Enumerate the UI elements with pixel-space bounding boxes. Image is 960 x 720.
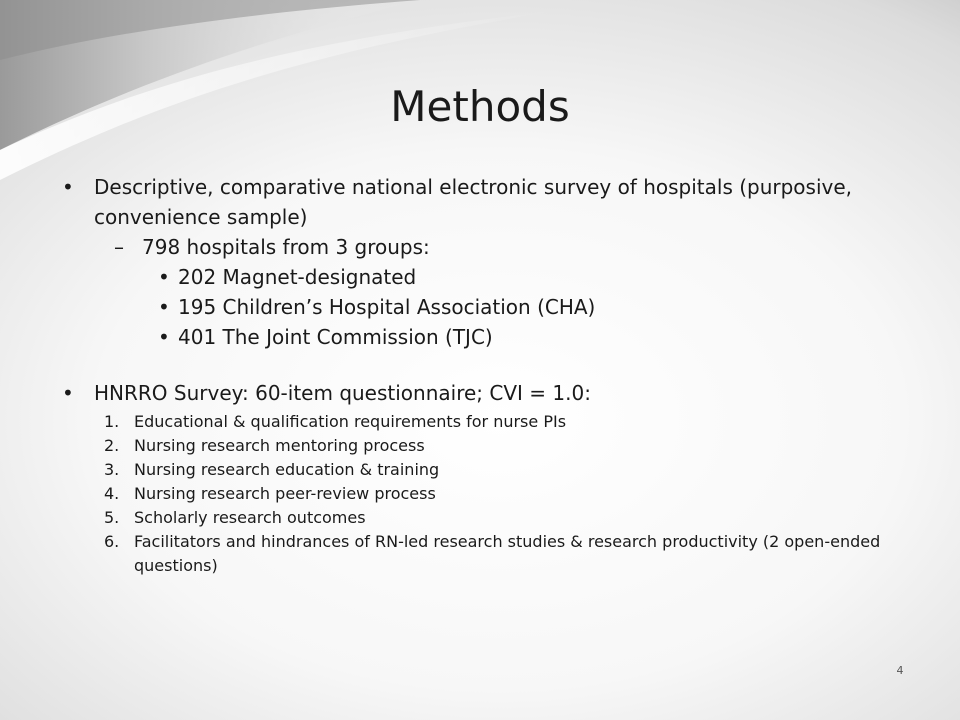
numbered-item bbox=[104, 530, 922, 578]
item-text: Nursing research mentoring process bbox=[134, 436, 425, 455]
dash-marker: – bbox=[114, 235, 124, 259]
item-number: 4. bbox=[104, 484, 120, 503]
item-text: Scholarly research outcomes bbox=[134, 508, 366, 527]
item-text: Facilitators and hindrances of RN-led research studies & research productivity (2 open-ended questions) bbox=[134, 532, 881, 575]
group-item-text: 202 Magnet-designated bbox=[178, 265, 417, 289]
bullet-marker: • bbox=[158, 325, 170, 349]
numbered-item bbox=[104, 458, 922, 482]
numbered-item bbox=[104, 434, 922, 458]
bullet-hnrro-survey bbox=[62, 378, 922, 408]
item-number: 5. bbox=[104, 508, 120, 527]
bullet-survey-description bbox=[62, 172, 922, 232]
bullet-text: Descriptive, comparative national electronic survey of hospitals (purposive, convenience sample) bbox=[94, 175, 853, 229]
bullet-marker: • bbox=[158, 265, 170, 289]
item-number: 6. bbox=[104, 532, 120, 551]
item-number: 1. bbox=[104, 412, 120, 431]
item-number: 3. bbox=[104, 460, 120, 479]
item-number: 2. bbox=[104, 436, 120, 455]
group-item-cha bbox=[158, 292, 922, 322]
spacer bbox=[62, 352, 922, 378]
group-item-text: 401 The Joint Commission (TJC) bbox=[178, 325, 493, 349]
item-text: Nursing research peer-review process bbox=[134, 484, 436, 503]
bullet-text: HNRRO Survey: 60-item questionnaire; CVI = 1.0: bbox=[94, 381, 591, 405]
numbered-item bbox=[104, 482, 922, 506]
group-item-text: 195 Children’s Hospital Association (CHA) bbox=[178, 295, 596, 319]
bullet-marker: • bbox=[62, 381, 74, 405]
numbered-item bbox=[104, 506, 922, 530]
sub-bullet-text: 798 hospitals from 3 groups: bbox=[142, 235, 430, 259]
item-text: Nursing research education & training bbox=[134, 460, 440, 479]
numbered-list bbox=[104, 410, 922, 578]
item-text: Educational & qualification requirements for nurse PIs bbox=[134, 412, 567, 431]
sub-bullet-hospital-groups bbox=[114, 232, 922, 262]
bullet-marker: • bbox=[158, 295, 170, 319]
group-item-magnet bbox=[158, 262, 922, 292]
group-item-tjc bbox=[158, 322, 922, 352]
slide-title: Methods bbox=[390, 82, 570, 131]
page-number: 4 bbox=[896, 664, 904, 677]
slide-content bbox=[62, 172, 922, 578]
numbered-item bbox=[104, 410, 922, 434]
bullet-marker: • bbox=[62, 175, 74, 199]
